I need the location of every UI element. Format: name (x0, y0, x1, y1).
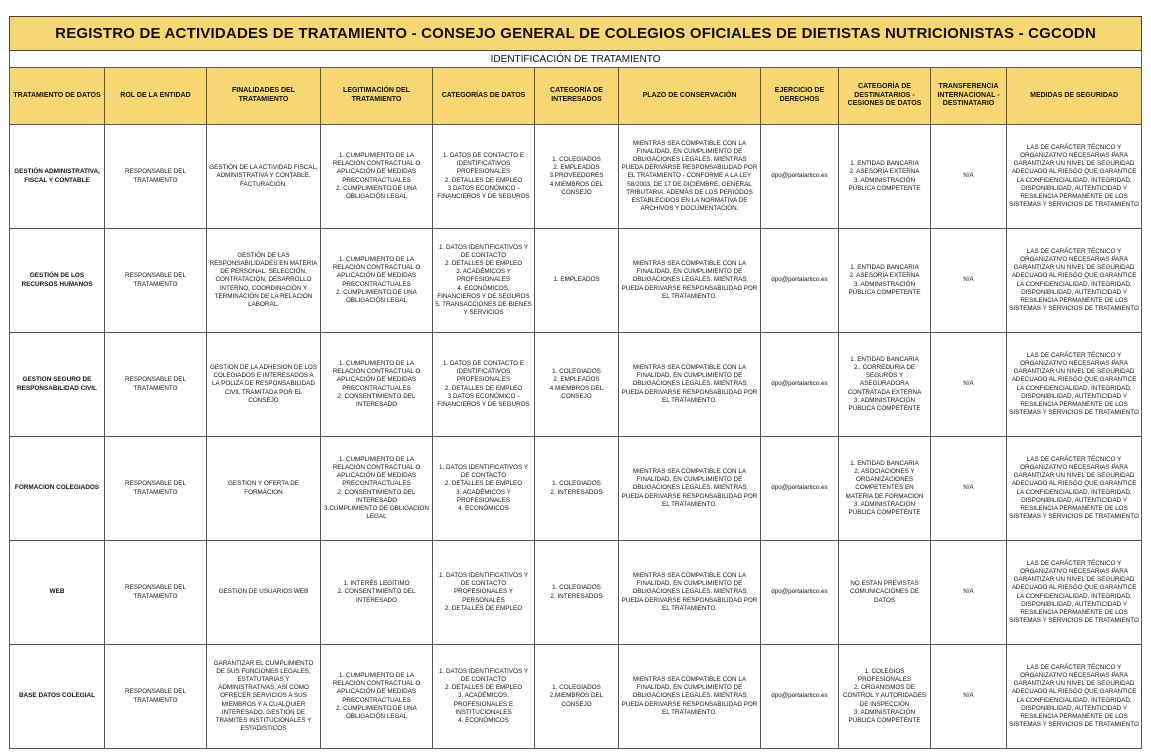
cell-tratamiento: GESTIÓN DE LOS RECURSOS HUMANOS (10, 229, 105, 333)
cell-plazo: MIENTRAS SEA COMPATIBLE CON LA FINALIDAD, EN CUMPLIMIENTO DE OBLIGACIONES LEGALES. MIENTRAS PUEDA DERIVARSE RESPONSABILIDAD POR EL TRATAMIENTO. (619, 437, 761, 541)
cell-legitimacion: 1. CUMPLIMIENTO DE LA RELACIÓN CONTRACTUAL O APLICACIÓN DE MEDIDAS PRECONTRACTUALES 2. CONSENTIMIENTO DEL INTERESADO 3.CUMPLIMIENTO DE OBLIGACION LEGAL (321, 437, 433, 541)
header-medidas: MEDIDAS DE SEGURIDAD (1007, 68, 1142, 125)
cell-interesados: 1. COLEGIADOS 2.MIEMBROS DEL CONSEJO (535, 645, 619, 749)
cell-transferencia: N/A (931, 125, 1007, 229)
header-rol: ROL DE LA ENTIDAD (105, 68, 207, 125)
cell-finalidades: GESTION DE USUARIOS WEB (207, 541, 321, 645)
activity-register (9, 16, 1141, 749)
cell-medidas: LAS DE CARÁCTER TÉCNICO Y ORGANIZATIVO NECESARIAS PARA GARANTIZAR UN NIVEL DE SEGURIDAD ADECUADO AL RIESGO QUE GARANTICE LA CONFIDENCIALIDAD, INTEGRIDAD, DISPONIBILIDAD, AUTENTICIDAD Y RESILENCIA PERMANENTE DE LOS SISTEMAS Y SERVICIOS DE TRATAMIENTO (1007, 437, 1142, 541)
cell-medidas: LAS DE CARÁCTER TÉCNICO Y ORGANIZATIVO NECESARIAS PARA GARANTIZAR UN NIVEL DE SEGURIDAD ADECUADO AL RIESGO QUE GARANTICE LA CONFIDENCIALIDAD, INTEGRIDAD, DISPONIBILIDAD, AUTENTICIDAD Y RESILENCIA PERMANENTE DE LOS SISTEMAS Y SERVICIOS DE TRATAMIENTO (1007, 125, 1142, 229)
cell-interesados: 1. COLEGIADOS 2. EMPLEADOS 4.MIEMBROS DEL CONSEJO (535, 333, 619, 437)
cell-destinatarios: 1. ENTIDAD BANCARIA 2. ASESORÍA EXTERNA 3. ADMINISTRACIÓN PÚBLICA COMPETENTE (839, 125, 931, 229)
cell-categorias-datos: 1. DATOS DE CONTACTO E IDENTIFICATIVOS PROFESIONALES 2. DETALLES DE EMPLEO 3.DATOS ECONÓMICO - FINANCIEROS Y DE SEGUROS (433, 333, 535, 437)
cell-medidas: LAS DE CARÁCTER TÉCNICO Y ORGANIZATIVO NECESARIAS PARA GARANTIZAR UN NIVEL DE SEGURIDAD ADECUADO AL RIESGO QUE GARANTICE LA CONFIDENCIALIDAD, INTEGRIDAD, DISPONIBILIDAD, AUTENTICIDAD Y RESILENCIA PERMANENTE DE LOS SISTEMAS Y SERVICIOS DE TRATAMIENTO (1007, 541, 1142, 645)
cell-interesados: 1. COLEGIADOS 2. INTERESADOS (535, 541, 619, 645)
cell-categorias-datos: 1. DATOS IDENTIFICATIVOS Y DE CONTACTO PROFESIONALES Y PERSONALES 2. DETALLES DE EMPLEO (433, 541, 535, 645)
cell-legitimacion: 1. CUMPLIMIENTO DE LA RELACIÓN CONTRACTUAL O APLICACIÓN DE MEDIDAS PRECONTRACTUALES 2. CUMPLIMIENTO DE UNA OBLIGACIÓN LEGAL (321, 229, 433, 333)
cell-finalidades: GESTION DE LA ADHESION DE LOS COLEGIADOS E INTERESADOS A LA POLIZA DE RESPONSABILIDAD CIVIL TRAMITADA POR EL CONSEJO (207, 333, 321, 437)
table-row (10, 437, 1142, 541)
cell-derechos: dpo@portalartico.es (761, 229, 839, 333)
cell-plazo: MIENTRAS SEA COMPATIBLE CON LA FINALIDAD, EN CUMPLIMIENTO DE OBLIGACIONES LEGALES. MIENTRAS PUEDA DERIVARSE RESPONSABILIDAD POR EL TRATAMIENTO - CONFORME A LA LEY 58/2003, DE 17 DE DICIEMBRE, GENERAL TRIBUTARIA, ADEMÁS DE LOS PERIODOS ESTABLECIDOS EN LA NORMATIVA DE ARCHIVOS Y DOCUMENTACIÓN. (619, 125, 761, 229)
cell-transferencia: N/A (931, 437, 1007, 541)
table-row (10, 229, 1142, 333)
table-row (10, 541, 1142, 645)
cell-legitimacion: 1. CUMPLIMIENTO DE LA RELACIÓN CONTRACTUAL O APLICACIÓN DE MEDIDAS PRECONTRACTUALES 2. CUMPLIMIENTO DE UNA OBLIGACIÓN LEGAL (321, 125, 433, 229)
table-row (10, 333, 1142, 437)
cell-destinatarios: NO ESTAN PREVISTAS COMUNICACIONES DE DATOS (839, 541, 931, 645)
cell-rol: RESPONSABLE DEL TRATAMIENTO (105, 229, 207, 333)
cell-plazo: MIENTRAS SEA COMPATIBLE CON LA FINALIDAD, EN CUMPLIMIENTO DE OBLIGACIONES LEGALES. MIENTRAS PUEDA DERIVARSE RESPONSABILIDAD POR EL TRATAMIENTO. (619, 229, 761, 333)
cell-categorias-datos: 1. DATOS DE CONTACTO E IDENTIFICATIVOS PROFESIONALES 2. DETALLES DE EMPLEO 3.DATOS ECONÓMICO - FINANCIEROS Y DE SEGUROS (433, 125, 535, 229)
cell-tratamiento: BASE DATOS COLEGIAL (10, 645, 105, 749)
cell-derechos: dpo@portalartico.es (761, 437, 839, 541)
header-tratamiento: TRATAMIENTO DE DATOS (10, 68, 105, 125)
cell-categorias-datos: 1. DATOS IDENTIFICATIVOS Y DE CONTACTO 2. DETALLES DE EMPLEO 3. ACADÉMICOS, PROFESIONALES E INSTITUCIONALES 4. ECONÓMICOS (433, 645, 535, 749)
cell-destinatarios: 1. COLEGIOS PROFESIONALES 2. ORGANISMOS DE CONTROL Y AUTORIDADES DE INSPECCION 3. ADMINISTRACIÓN PÚBLICA COMPETENTE (839, 645, 931, 749)
cell-interesados: 1. COLEGIADOS 2. EMPLEADOS 3.PROVEEDORES 4.MIEMBROS DEL CONSEJO (535, 125, 619, 229)
cell-plazo: MIENTRAS SEA COMPATIBLE CON LA FINALIDAD, EN CUMPLIMIENTO DE OBLIGACIONES LEGALES. MIENTRAS PUEDA DERIVARSE RESPONSABILIDAD POR EL TRATAMIENTO. (619, 645, 761, 749)
cell-legitimacion: 1. CUMPLIMIENTO DE LA RELACIÓN CONTRACTUAL O APLICACIÓN DE MEDIDAS PRECONTRACTUALES 2. CUMPLIMIENTO DE UNA OBLIGACIÓN LEGAL (321, 645, 433, 749)
cell-derechos: dpo@portalartico.es (761, 541, 839, 645)
cell-derechos: dpo@portalartico.es (761, 333, 839, 437)
header-finalidades: FINALIDADES DEL TRATAMIENTO (207, 68, 321, 125)
header-transferencia: TRANSFERENCIA INTERNACIONAL - DESTINATARIO (931, 68, 1007, 125)
cell-medidas: LAS DE CARÁCTER TÉCNICO Y ORGANIZATIVO NECESARIAS PARA GARANTIZAR UN NIVEL DE SEGURIDAD ADECUADO AL RIESGO QUE GARANTICE LA CONFIDENCIALIDAD, INTEGRIDAD, DISPONIBILIDAD, AUTENTICIDAD Y RESILENCIA PERMANENTE DE LOS SISTEMAS Y SERVICIOS DE TRATAMIENTO (1007, 333, 1142, 437)
sheet-title: REGISTRO DE ACTIVIDADES DE TRATAMIENTO - CONSEJO GENERAL DE COLEGIOS OFICIALES DE DIETISTAS NUTRICIONISTAS - CGCODN (10, 17, 1142, 51)
cell-rol: RESPONSABLE DEL TRATAMIENTO (105, 541, 207, 645)
header-plazo: PLAZO DE CONSERVACIÓN (619, 68, 761, 125)
cell-categorias-datos: 1. DATOS IDENTIFICATIVOS Y DE CONTACTO 2. DETALLES DE EMPLEO 3. ACADÉMICOS Y PROFESIONALES 4. ECONÓMICOS, FINANCIEROS Y DE SEGUROS 5. TRANSACCIONES DE BIENES Y SERVICIOS (433, 229, 535, 333)
cell-categorias-datos: 1. DATOS IDENTIFICATIVOS Y DE CONTACTO 2. DETALLES DE EMPLEO 3. ACADÉMICOS Y PROFESIONALES 4. ECONÓMICOS (433, 437, 535, 541)
cell-finalidades: GESTION Y OFERTA DE FORMACION (207, 437, 321, 541)
cell-destinatarios: 1. ENTIDAD BANCARIA 2. ASOCIACIONES Y ORGANIZACIONES COMPETENTES EN MATERIA DE FORMACION 3. ADMINISTRACIÓN PÚBLICA COMPETENTE (839, 437, 931, 541)
cell-derechos: dpo@portalartico.es (761, 645, 839, 749)
table-row (10, 645, 1142, 749)
cell-transferencia: N/A (931, 333, 1007, 437)
cell-transferencia: N/A (931, 645, 1007, 749)
register-table (9, 16, 1142, 749)
cell-finalidades: GESTIÓN DE LA ACTIVIDAD FISCAL, ADMINISTRATIVA Y CONTABLE. FACTURACIÓN. (207, 125, 321, 229)
header-interesados: CATEGORÍA DE INTERESADOS (535, 68, 619, 125)
cell-rol: RESPONSABLE DEL TRATAMIENTO (105, 437, 207, 541)
table-row (10, 125, 1142, 229)
column-header-row (10, 68, 1142, 125)
cell-tratamiento: FORMACION COLEGIADOS (10, 437, 105, 541)
cell-transferencia: N/A (931, 541, 1007, 645)
cell-interesados: 1. COLEGIADOS 2. INTERESADOS (535, 437, 619, 541)
cell-finalidades: GESTIÓN DE LAS RESPONSABILIDADES EN MATERIA DE PERSONAL: SELECCIÓN, CONTRATACIÓN, DESARROLLO INTERNO, COORDINACIÓN Y TERMINACIÓN DE LA RELACIÓN LABORAL. (207, 229, 321, 333)
cell-rol: RESPONSABLE DEL TRATAMIENTO (105, 333, 207, 437)
cell-rol: RESPONSABLE DEL TRATAMIENTO (105, 645, 207, 749)
cell-legitimacion: 1. CUMPLIMIENTO DE LA RELACIÓN CONTRACTUAL O APLICACIÓN DE MEDIDAS PRECONTRACTUALES 2. CONSENTIMIENTO DEL INTERESADO (321, 333, 433, 437)
header-destinatarios: CATEGORÍA DE DESTINATARIOS - CESIONES DE DATOS (839, 68, 931, 125)
header-categorias-datos: CATEGORÍAS DE DATOS (433, 68, 535, 125)
cell-rol: RESPONSABLE DEL TRATAMIENTO (105, 125, 207, 229)
section-subtitle: IDENTIFICACIÓN DE TRATAMIENTO (10, 51, 1142, 68)
header-derechos: EJERCICIO DE DERECHOS (761, 68, 839, 125)
header-legitimacion: LEGITIMACIÓN DEL TRATAMIENTO (321, 68, 433, 125)
cell-legitimacion: 1. INTERÉS LEGÍTIMO 2. CONSENTIMIENTO DEL INTERESADO (321, 541, 433, 645)
cell-tratamiento: GESTION SEGURO DE RESPONSABILIDAD CIVIL (10, 333, 105, 437)
cell-destinatarios: 1. ENTIDAD BANCARIA 2. ASESORÍA EXTERNA 3. ADMINISTRACIÓN PÚBLICA COMPETENTE (839, 229, 931, 333)
cell-transferencia: N/A (931, 229, 1007, 333)
cell-tratamiento: WEB (10, 541, 105, 645)
cell-destinatarios: 1. ENTIDAD BANCARIA 2.. CORREDURIA DE SEGUROS Y ASEGURADORA CONTRATADA EXTERNA 3. ADMINISTRACIÓN PÚBLICA COMPETENTE (839, 333, 931, 437)
cell-medidas: LAS DE CARÁCTER TÉCNICO Y ORGANIZATIVO NECESARIAS PARA GARANTIZAR UN NIVEL DE SEGURIDAD ADECUADO AL RIESGO QUE GARANTICE LA CONFIDENCIALIDAD, INTEGRIDAD, DISPONIBILIDAD, AUTENTICIDAD Y RESILENCIA PERMANENTE DE LOS SISTEMAS Y SERVICIOS DE TRATAMIENTO (1007, 645, 1142, 749)
cell-finalidades: GARANTIZAR EL CUMPLIMIENTO DE SUS FUNCIONES LEGALES, ESTATUTARIAS Y ADMINISTRATIVAS, ASÍ COMO OFRECER SERVICIOS A SUS MIEMBROS Y A CUALQUIER INTERESADO. GESTION DE TRAMITES INSTITUCIONALES Y ESTADISTICOS (207, 645, 321, 749)
cell-plazo: MIENTRAS SEA COMPATIBLE CON LA FINALIDAD, EN CUMPLIMIENTO DE OBLIGACIONES LEGALES. MIENTRAS PUEDA DERIVARSE RESPONSABILIDAD POR EL TRATAMIENTO. (619, 333, 761, 437)
cell-derechos: dpo@portalartico.es (761, 125, 839, 229)
cell-tratamiento: GESTIÓN ADMINISTRATIVA, FISCAL Y CONTABLE (10, 125, 105, 229)
cell-medidas: LAS DE CARÁCTER TÉCNICO Y ORGANIZATIVO NECESARIAS PARA GARANTIZAR UN NIVEL DE SEGURIDAD ADECUADO AL RIESGO QUE GARANTICE LA CONFIDENCIALIDAD, INTEGRIDAD, DISPONIBILIDAD, AUTENTICIDAD Y RESILENCIA PERMANENTE DE LOS SISTEMAS Y SERVICIOS DE TRATAMIENTO (1007, 229, 1142, 333)
cell-interesados: 1. EMPLEADOS (535, 229, 619, 333)
cell-plazo: MIENTRAS SEA COMPATIBLE CON LA FINALIDAD, EN CUMPLIMIENTO DE OBLIGACIONES LEGALES. MIENTRAS PUEDA DERIVARSE RESPONSABILIDAD POR EL TRATAMIENTO. (619, 541, 761, 645)
